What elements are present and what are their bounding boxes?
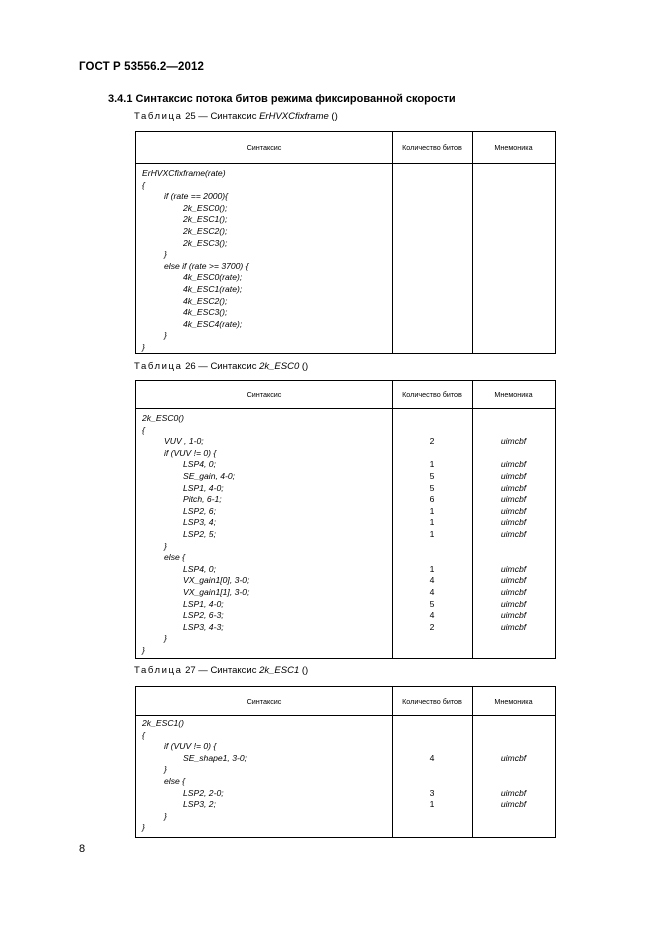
syntax-cell: ErHVXCfixframe(rate) xyxy=(142,168,226,178)
syntax-cell: LSP2, 6-3; xyxy=(183,610,224,621)
table-26-header xyxy=(136,381,555,409)
syntax-cell: LSP3, 2; xyxy=(183,799,216,810)
mnemonic-cell: uimcbf xyxy=(500,563,527,574)
table-row xyxy=(136,587,555,599)
bit-count-cell: 4 xyxy=(429,610,435,621)
bit-count-cell: 1 xyxy=(429,517,435,528)
syntax-cell: LSP1, 4-0; xyxy=(183,482,224,493)
table-row xyxy=(136,776,555,788)
table-row xyxy=(136,330,555,342)
table-row xyxy=(136,238,555,250)
table-26-caption-name: 2k_ESC0 xyxy=(259,361,300,372)
table-27-caption-text: 27 — Синтаксис xyxy=(185,665,257,676)
mnemonic-cell: uimcbf xyxy=(500,494,527,505)
mnemonic-cell: uimcbf xyxy=(500,505,527,516)
mnemonic-cell: uimcbf xyxy=(500,752,527,763)
table-row xyxy=(136,272,555,284)
table-27-caption-suffix: () xyxy=(301,665,309,676)
table-27 xyxy=(135,686,556,838)
table-26-caption-text: 26 — Синтаксис xyxy=(185,361,257,372)
table-27-caption-label: Таблица xyxy=(134,665,183,676)
table-row xyxy=(136,180,555,192)
table-row xyxy=(136,822,555,834)
table-row xyxy=(136,342,555,354)
table-row xyxy=(136,471,555,483)
table-row xyxy=(136,633,555,645)
syntax-cell: 2k_ESC3(); xyxy=(183,237,228,248)
mnemonic-cell: uimcbf xyxy=(500,610,527,621)
table-row xyxy=(136,764,555,776)
syntax-cell: } xyxy=(142,822,145,833)
bit-count-cell: 1 xyxy=(429,459,435,470)
bit-count-cell: 1 xyxy=(429,529,435,539)
syntax-cell: if (VUV != 0) { xyxy=(164,447,217,458)
syntax-cell: 4k_ESC3(); xyxy=(183,307,228,318)
syntax-cell: LSP3, 4; xyxy=(183,517,216,528)
table-25-caption-suffix: () xyxy=(331,111,338,122)
mnemonic-cell: uimcbf xyxy=(500,587,527,597)
mnemonic-cell: uimcbf xyxy=(500,598,527,609)
syntax-cell: 2k_ESC1(); xyxy=(183,214,228,225)
table-row xyxy=(136,191,555,203)
bit-count-cell: 4 xyxy=(429,587,435,597)
table-row xyxy=(136,459,555,471)
table-row xyxy=(136,319,555,331)
table-26 xyxy=(135,380,556,659)
table-row xyxy=(136,799,555,811)
syntax-cell: 4k_ESC0(rate); xyxy=(183,272,243,283)
bit-count-cell: 1 xyxy=(429,799,435,810)
syntax-cell: { xyxy=(142,424,145,435)
syntax-cell: } xyxy=(164,540,167,551)
syntax-cell: if (rate == 2000){ xyxy=(164,191,229,202)
table-row xyxy=(136,494,555,506)
syntax-cell: LSP1, 4-0; xyxy=(183,598,224,609)
table-row xyxy=(136,741,555,753)
table-row xyxy=(136,249,555,261)
table-27-caption xyxy=(134,665,308,676)
syntax-cell: 2k_ESC0() xyxy=(142,413,185,423)
syntax-cell: if (VUV != 0) { xyxy=(164,741,217,752)
bit-count-cell: 4 xyxy=(429,575,435,586)
table-row xyxy=(136,517,555,529)
syntax-column-header: Синтаксис xyxy=(246,696,282,706)
bit-count-cell: 3 xyxy=(429,787,435,798)
table-row xyxy=(136,575,555,587)
syntax-cell: LSP2, 6; xyxy=(183,505,216,516)
table-row xyxy=(136,448,555,460)
table-25-header xyxy=(136,132,555,164)
table-row xyxy=(136,730,555,742)
syntax-cell: } xyxy=(142,645,145,655)
table-25-caption xyxy=(134,111,338,122)
table-27-caption-name: 2k_ESC1 xyxy=(259,665,300,676)
mnemonic-cell: uimcbf xyxy=(500,459,527,470)
table-26-caption-label: Таблица xyxy=(134,361,183,372)
syntax-cell: 2k_ESC0(); xyxy=(183,202,228,213)
syntax-cell: Pitch, 6-1; xyxy=(183,494,222,505)
bit-count-cell: 2 xyxy=(429,621,435,632)
syntax-cell: LSP2, 2-0; xyxy=(183,787,224,798)
table-row xyxy=(136,610,555,622)
syntax-cell: LSP4, 0; xyxy=(183,563,216,574)
syntax-cell: VUV , 1-0; xyxy=(164,436,204,447)
table-row xyxy=(136,541,555,553)
syntax-cell: else { xyxy=(164,776,186,786)
table-row xyxy=(136,622,555,634)
table-row xyxy=(136,284,555,296)
table-row xyxy=(136,168,555,180)
table-row xyxy=(136,425,555,437)
table-25 xyxy=(135,131,556,354)
mnemonic-cell: uimcbf xyxy=(500,787,527,798)
table-row xyxy=(136,552,555,564)
mnemonic-cell: uimcbf xyxy=(500,436,527,447)
syntax-cell: { xyxy=(142,179,145,190)
syntax-cell: } xyxy=(164,249,167,260)
page-number: 8 xyxy=(79,843,86,855)
table-row xyxy=(136,753,555,765)
table-row xyxy=(136,811,555,823)
bit-count-cell: 5 xyxy=(429,482,435,493)
table-row xyxy=(136,788,555,800)
mnemonic-cell: uimcbf xyxy=(500,471,527,481)
syntax-cell: LSP4, 0; xyxy=(183,459,216,470)
bit-count-cell: 5 xyxy=(429,471,435,481)
syntax-cell: 2k_ESC2(); xyxy=(183,226,228,236)
syntax-cell: LSP3, 4-3; xyxy=(183,621,224,632)
syntax-cell: } xyxy=(142,342,145,352)
table-row xyxy=(136,203,555,215)
bit-count-column-header: Количество битов xyxy=(402,390,462,399)
table-row xyxy=(136,214,555,226)
syntax-column-header: Синтаксис xyxy=(246,143,282,152)
table-row xyxy=(136,436,555,448)
bit-count-cell: 1 xyxy=(429,563,435,574)
syntax-cell: SE_gain, 4-0; xyxy=(183,471,236,481)
bit-count-cell: 4 xyxy=(429,752,435,763)
table-row xyxy=(136,529,555,541)
syntax-column-header: Синтаксис xyxy=(246,390,282,399)
table-row xyxy=(136,506,555,518)
table-25-caption-text: 25 — Синтаксис xyxy=(185,111,257,122)
table-row xyxy=(136,718,555,730)
table-row xyxy=(136,483,555,495)
mnemonic-column-header: Мнемоника xyxy=(494,696,533,706)
table-row xyxy=(136,599,555,611)
syntax-cell: } xyxy=(164,810,167,821)
mnemonic-cell: uimcbf xyxy=(500,575,527,586)
syntax-cell: } xyxy=(164,330,167,341)
syntax-cell: 2k_ESC1() xyxy=(142,718,185,728)
syntax-cell: LSP2, 5; xyxy=(183,529,216,539)
bit-count-column-header: Количество битов xyxy=(402,696,462,706)
syntax-cell: 4k_ESC4(rate); xyxy=(183,318,243,329)
table-25-caption-name: ErHVXCfixframe xyxy=(259,111,329,122)
syntax-cell: 4k_ESC1(rate); xyxy=(183,284,243,294)
syntax-cell: { xyxy=(142,729,145,740)
syntax-cell: VX_gain1[0], 3-0; xyxy=(183,575,250,586)
standard-designation: ГОСТ Р 53556.2—2012 xyxy=(79,61,204,73)
section-title: 3.4.1 Синтаксис потока битов режима фиксированной скорости xyxy=(108,93,456,105)
bit-count-cell: 1 xyxy=(429,505,435,516)
table-row xyxy=(136,645,555,657)
syntax-cell: SE_shape1, 3-0; xyxy=(183,752,248,763)
syntax-cell: } xyxy=(164,633,167,644)
mnemonic-cell: uimcbf xyxy=(500,799,527,810)
mnemonic-cell: uimcbf xyxy=(500,517,527,528)
bit-count-cell: 2 xyxy=(429,436,435,447)
table-26-caption-suffix: () xyxy=(301,361,309,372)
bit-count-cell: 6 xyxy=(429,494,435,505)
table-row xyxy=(136,226,555,238)
table-row xyxy=(136,413,555,425)
bit-count-column-header: Количество битов xyxy=(402,143,462,152)
mnemonic-column-header: Мнемоника xyxy=(494,143,533,152)
table-27-header xyxy=(136,687,555,716)
table-row xyxy=(136,261,555,273)
table-row xyxy=(136,296,555,308)
table-25-caption-label: Таблица xyxy=(134,111,183,122)
mnemonic-cell: uimcbf xyxy=(500,621,527,632)
mnemonic-cell: uimcbf xyxy=(500,482,527,493)
syntax-cell: VX_gain1[1], 3-0; xyxy=(183,587,250,597)
syntax-cell: else { xyxy=(164,552,186,563)
table-row xyxy=(136,564,555,576)
table-row xyxy=(136,307,555,319)
syntax-cell: 4k_ESC2(); xyxy=(183,295,228,306)
syntax-cell: else if (rate >= 3700) { xyxy=(164,260,249,271)
table-26-caption xyxy=(134,361,308,372)
syntax-cell: } xyxy=(164,764,167,775)
bit-count-cell: 5 xyxy=(429,598,435,609)
mnemonic-column-header: Мнемоника xyxy=(494,390,533,399)
mnemonic-cell: uimcbf xyxy=(500,529,527,539)
